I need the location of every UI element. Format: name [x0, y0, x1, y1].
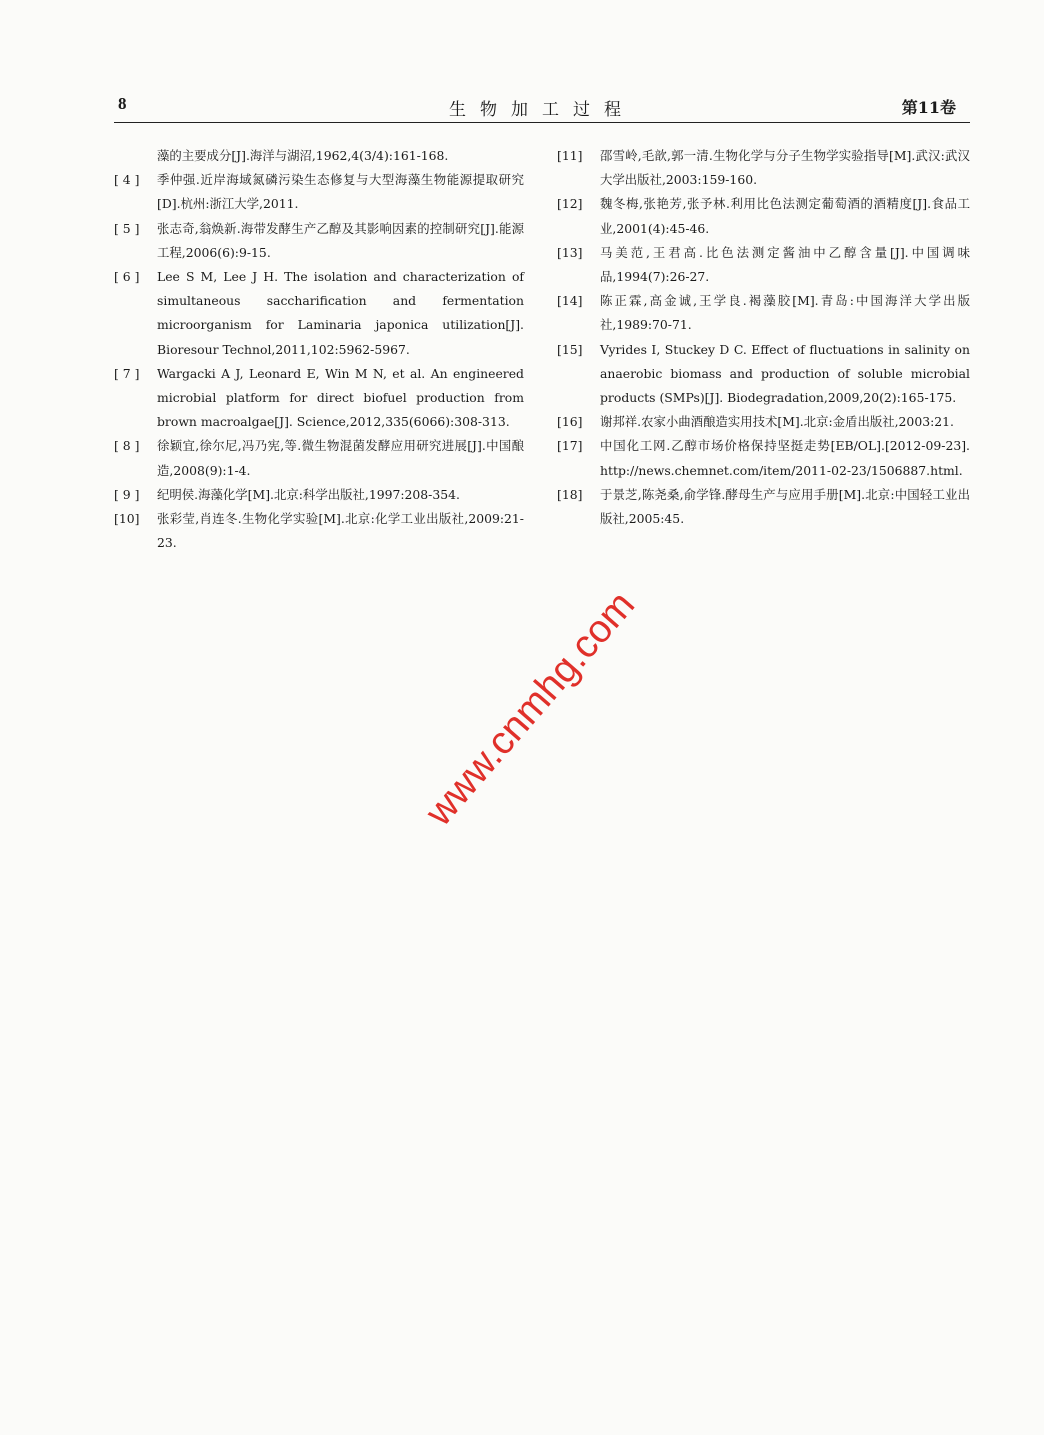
reference-number: [16] — [557, 414, 583, 430]
running-header — [114, 92, 970, 123]
volume-label: 第11卷 — [901, 98, 956, 117]
reference-item — [114, 507, 524, 555]
reference-number: [11] — [557, 148, 583, 163]
reference-text: 藻的主要成分[J].海洋与湖沼,1962,4(3/4):161-168. — [157, 148, 449, 163]
reference-text: 于景芝,陈尧桑,俞学锋.酵母生产与应用手册[M].北京:中国轻工业出版社,2005:45. — [600, 486, 970, 527]
reference-item — [114, 144, 524, 168]
reference-item — [557, 483, 970, 531]
reference-item — [557, 410, 970, 434]
page-number: 8 — [118, 94, 127, 113]
reference-text: Vyrides I, Stuckey D C. Effect of fluctuations in salinity on anaerobic biomass and production of soluble microbial products (SMPs)[J]. Biodegradation,2009,20(2):165-175. — [600, 341, 970, 406]
reference-text: 张彩莹,肖连冬.生物化学实验[M].北京:化学工业出版社,2009:21-23. — [157, 511, 524, 551]
reference-item — [114, 265, 524, 362]
references-left-column — [114, 144, 524, 555]
reference-item — [557, 241, 970, 289]
references-right-column — [557, 144, 970, 531]
reference-item — [557, 434, 970, 482]
watermark — [425, 590, 715, 835]
reference-number: [ 6 ] — [114, 269, 140, 285]
reference-number: [12] — [557, 196, 583, 212]
reference-item — [557, 289, 970, 337]
journal-title: 生物加工过程 — [449, 100, 635, 120]
reference-item — [557, 144, 970, 192]
reference-number: [17] — [557, 438, 583, 454]
reference-text: 魏冬梅,张艳芳,张予林.利用比色法测定葡萄酒的酒精度[J].食品工业,2001(4):45-46. — [600, 196, 970, 236]
reference-item — [114, 362, 524, 435]
reference-number: [13] — [557, 244, 583, 260]
reference-number: [ 7 ] — [114, 365, 140, 381]
reference-item — [114, 434, 524, 482]
reference-text: Lee S M, Lee J H. The isolation and characterization of simultaneous saccharification and fermentation microorganism for Laminaria japonica utilization[J]. Bioresour Technol,2011,102:5962-5967. — [157, 269, 524, 357]
reference-number: [ 4 ] — [114, 172, 140, 188]
reference-item — [114, 483, 524, 507]
reference-text: 谢邦祥.农家小曲酒酿造实用技术[M].北京:金盾出版社,2003:21. — [600, 414, 954, 430]
reference-number: [18] — [557, 486, 583, 502]
reference-number: [15] — [557, 341, 583, 357]
reference-text: 徐颖宜,徐尔尼,冯乃宪,等.微生物混菌发酵应用研究进展[J].中国酿造,2008(9):1-4. — [157, 438, 524, 478]
reference-text: 中国化工网.乙醇市场价格保持坚挺走势[EB/OL].[2012-09-23]. http://news.chemnet.com/item/2011-02-23/1506887.html. — [600, 438, 970, 478]
reference-item — [557, 338, 970, 411]
reference-text: Wargacki A J, Leonard E, Win M N, et al. An engineered microbial platform for direct biofuel production from brown macroalgae[J]. Science,2012,335(6066):308-313. — [157, 365, 524, 430]
reference-item — [114, 217, 524, 265]
watermark-text: www.cnmhg.com — [425, 590, 644, 834]
reference-number: [ 9 ] — [114, 486, 140, 502]
reference-text: 张志奇,翁焕新.海带发酵生产乙醇及其影响因素的控制研究[J].能源工程,2006(6):9-15. — [157, 220, 524, 260]
reference-text: 邵雪岭,毛歆,郭一清.生物化学与分子生物学实验指导[M].武汉:武汉大学出版社,2003:159-160. — [600, 148, 970, 188]
reference-text: 纪明侯.海藻化学[M].北京:科学出版社,1997:208-354. — [157, 486, 460, 502]
watermark-svg — [425, 590, 715, 835]
reference-text: 陈正霖,高金诚,王学良.褐藻胶[M].青岛:中国海洋大学出版社,1989:70-71. — [600, 293, 970, 333]
reference-text: 马美范,王君高.比色法测定酱油中乙醇含量[J].中国调味品,1994(7):26-27. — [600, 244, 970, 285]
reference-item — [557, 192, 970, 240]
reference-number: [ 8 ] — [114, 438, 140, 454]
reference-item — [114, 168, 524, 216]
reference-number: [10] — [114, 511, 140, 527]
reference-number: [14] — [557, 293, 583, 309]
reference-number: [ 5 ] — [114, 220, 140, 236]
reference-text: 季仲强.近岸海域氮磷污染生态修复与大型海藻生物能源提取研究[D].杭州:浙江大学,2011. — [157, 172, 524, 212]
